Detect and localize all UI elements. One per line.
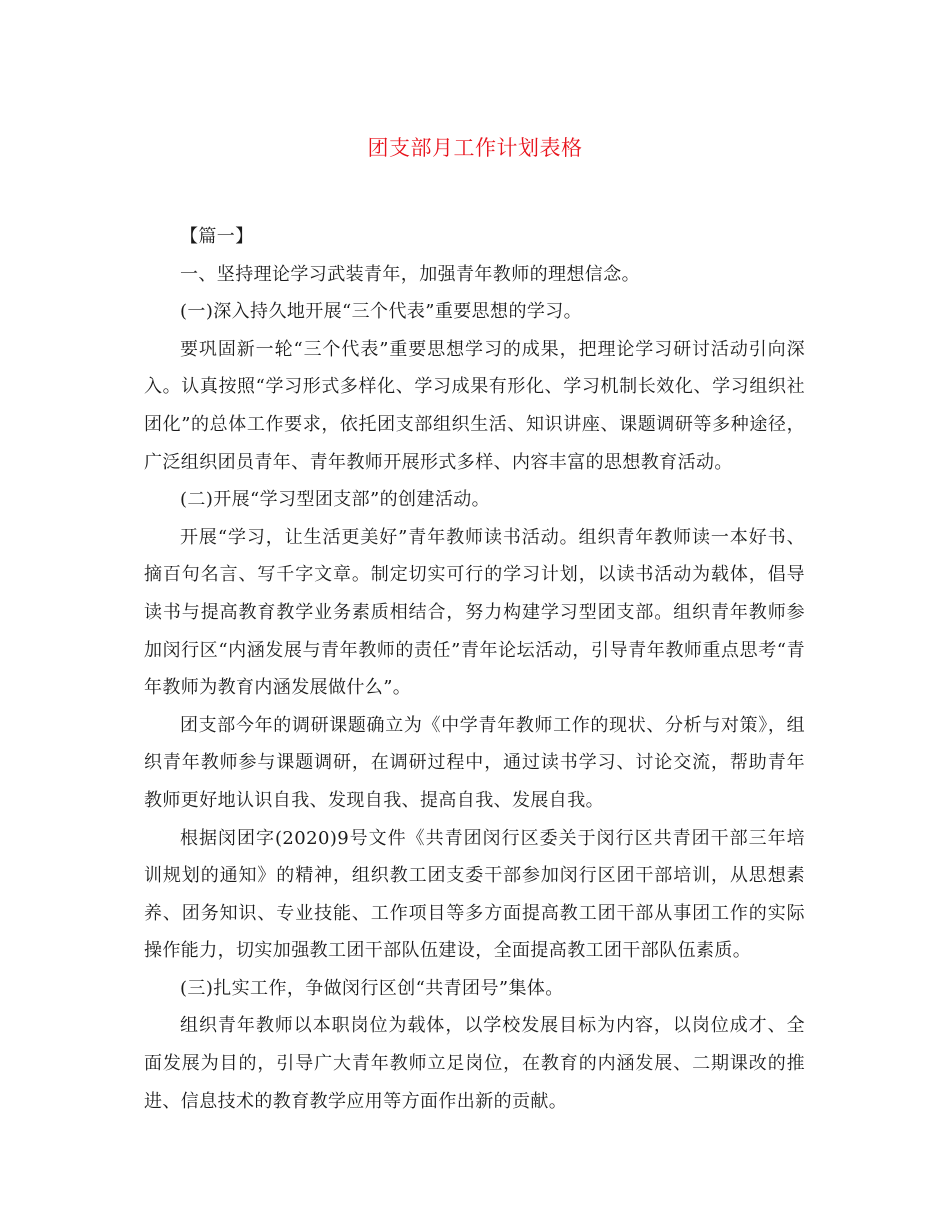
main-point-heading: 一、坚持理论学习武装青年，加强青年教师的理想信念。 bbox=[180, 263, 640, 285]
body-paragraph: 团支部今年的调研课题确立为《中学青年教师工作的现状、分析与对策》，组织青年教师参与课题调研，在调研过程中，通过读书学习、讨论交流，帮助青年教师更好地认识自我、发现自我、提高自我、发展自我。 bbox=[144, 714, 805, 811]
document-title: 团支部月工作计划表格 bbox=[367, 136, 583, 160]
document-body bbox=[144, 218, 805, 1120]
body-paragraph: 要巩固新一轮“三个代表”重要思想学习的成果，把理论学习研讨活动引向深入。认真按照“学习形式多样化、学习成果有形化、学习机制长效化、学习组织社团化”的总体工作要求，依托团支部组织生活、知识讲座、课题调研等多种途径，广泛组织团员青年、青年教师开展形式多样、内容丰富的思想教育活动。 bbox=[144, 338, 805, 473]
subsection-heading-1: (一)深入持久地开展“三个代表”重要思想的学习。 bbox=[180, 301, 583, 323]
body-paragraph: 根据闵团字(2020)9号文件《共青团闵行区委关于闵行区共青团干部三年培训规划的通知》的精神，组织教工团支委干部参加闵行区团干部培训，从思想素养、团务知识、专业技能、工作项目等多方面提高教工团干部从事团工作的实际操作能力，切实加强教工团干部队伍建设，全面提高教工团干部队伍素质。 bbox=[144, 827, 805, 962]
section-heading: 【篇一】 bbox=[180, 226, 254, 247]
subsection-heading-3: (三)扎实工作，争做闵行区创“共青团号”集体。 bbox=[180, 977, 564, 999]
body-paragraph: 组织青年教师以本职岗位为载体，以学校发展目标为内容，以岗位成才、全面发展为目的，引导广大青年教师立足岗位，在教育的内涵发展、二期课改的推进、信息技术的教育教学应用等方面作出新的贡献。 bbox=[144, 1015, 805, 1112]
body-paragraph: 开展“学习，让生活更美好”青年教师读书活动。组织青年教师读一本好书、摘百句名言、写千字文章。制定切实可行的学习计划，以读书活动为载体，倡导读书与提高教育教学业务素质相结合，努力构建学习型团支部。组织青年教师参加闵行区“内涵发展与青年教师的责任”青年论坛活动，引导青年教师重点思考“青年教师为教育内涵发展做什么”。 bbox=[144, 526, 805, 699]
subsection-heading-2: (二)开展“学习型团支部”的创建活动。 bbox=[180, 489, 491, 511]
